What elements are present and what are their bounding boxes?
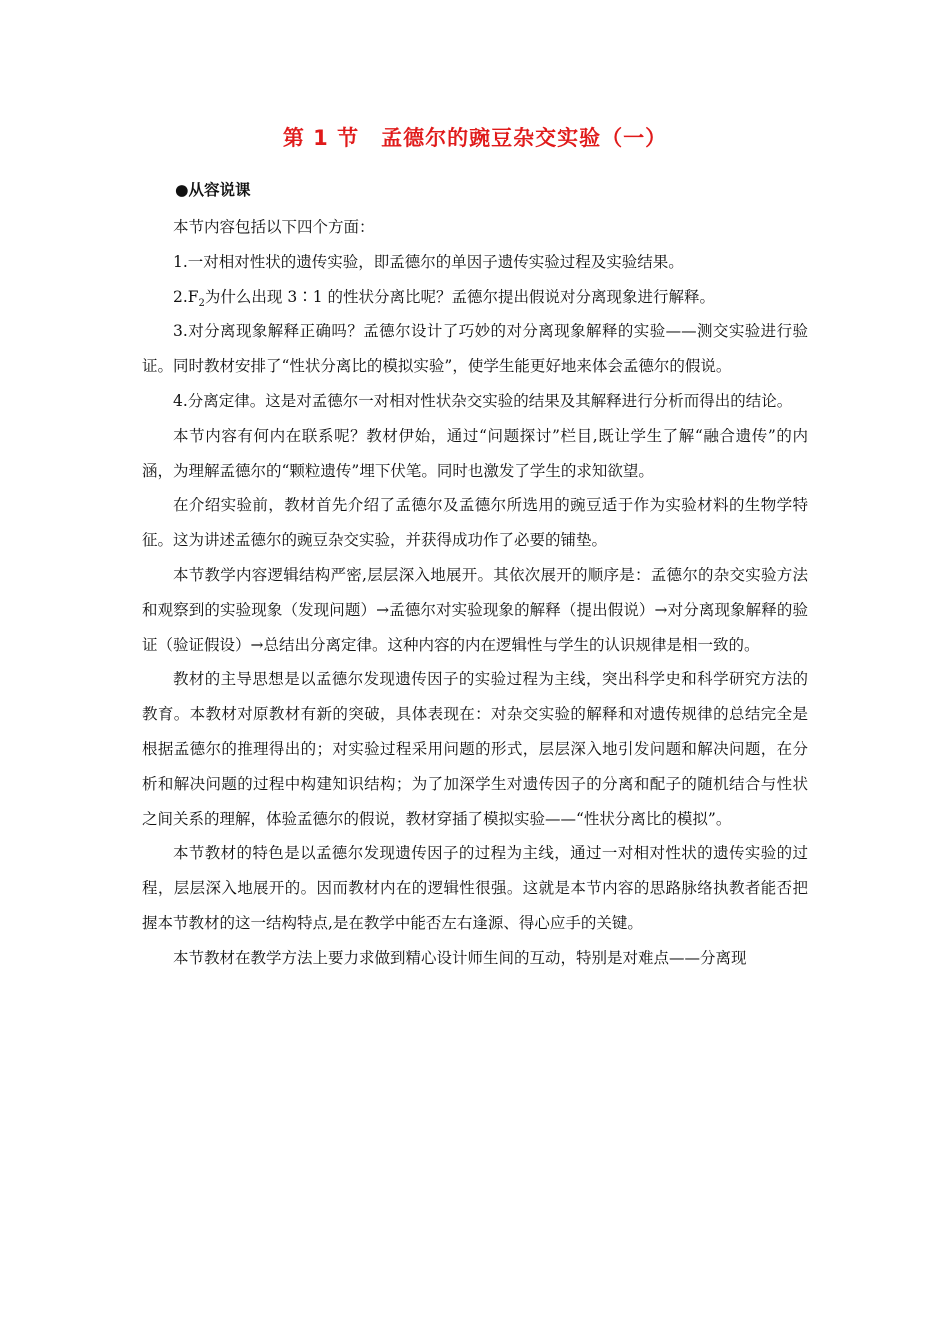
bullet-icon: ● [175,181,189,199]
paragraph-item-3: 3.对分离现象解释正确吗？孟德尔设计了巧妙的对分离现象解释的实验——测交实验进行验证。同时教材安排了“性状分离比的模拟实验”，使学生能更好地来体会孟德尔的假说。 [142,322,808,376]
item-2-subscript: 2 [198,297,205,309]
item-2-prefix: 2.F [173,287,199,306]
paragraph-main-idea: 教材的主导思想是以孟德尔发现遗传因子的实验过程为主线，突出科学史和科学研究方法的教育。本教材对原教材有新的突破，具体表现在：对杂交实验的解释和对遗传规律的总结完全是根据孟德尔的推理得出的；对实验过程采用问题的形式，层层深入地引发问题和解决问题，在分析和解决问题的过程中构建知识结构；为了加深学生对遗传因子的分离和配子的随机结合与性状之间关系的理解，体验孟德尔的假说，教材穿插了模拟实验——“性状分离比的模拟”。 [142,670,808,828]
item-2-text: 为什么出现 3∶1 的性状分离比呢？孟德尔提出假说对分离现象进行解释。 [204,287,716,306]
title-text: 孟德尔的豌豆杂交实验（一） [381,126,668,150]
paragraph-item-1: 1.一对相对性状的遗传实验，即孟德尔的单因子遗传实验过程及实验结果。 [173,252,684,271]
paragraph-feature: 本节教材的特色是以孟德尔发现遗传因子的过程为主线，通过一对相对性状的遗传实验的过程，层层深入地展开的。因而教材内在的逻辑性很强。这就是本节内容的思路脉络执教者能否把握本节教材的这一结构特点,是在教学中能否左右逢源、得心应手的关键。 [142,844,808,932]
body-text [142,210,808,976]
paragraph-item-4: 4.分离定律。这是对孟德尔一对相对性状杂交实验的结果及其解释进行分析而得出的结论。 [173,391,793,410]
section-number: 第 1 节 [282,126,360,150]
paragraph-intro: 本节内容包括以下四个方面： [173,218,375,236]
paragraph-item-2 [142,280,808,315]
section-heading-text: 从容说课 [188,181,251,199]
paragraph-logic-structure: 本节教学内容逻辑结构严密,层层深入地展开。其依次展开的顺序是：孟德尔的杂交实验方法和观察到的实验现象（发现问题）→孟德尔对实验现象的解释（提出假说）→对分离现象解释的验证（验证假设）→总结出分离定律。这种内容的内在逻辑性与学生的认识规律是相一致的。 [142,565,808,654]
paragraph-teaching-method: 本节教材在教学方法上要力求做到精心设计师生间的互动，特别是对难点——分离现 [173,948,747,967]
paragraph-introduction-experiment: 在介绍实验前，教材首先介绍了孟德尔及孟德尔所选用的豌豆适于作为实验材料的生物学特征。这为讲述孟德尔的豌豆杂交实验，并获得成功作了必要的铺垫。 [142,496,808,550]
page-title [0,122,950,152]
paragraph-connection: 本节内容有何内在联系呢？教材伊始，通过“问题探讨”栏目,既让学生了解“融合遗传”的内涵，为理解孟德尔的“颗粒遗传”埋下伏笔。同时也激发了学生的求知欲望。 [142,426,808,480]
section-heading [175,178,251,200]
